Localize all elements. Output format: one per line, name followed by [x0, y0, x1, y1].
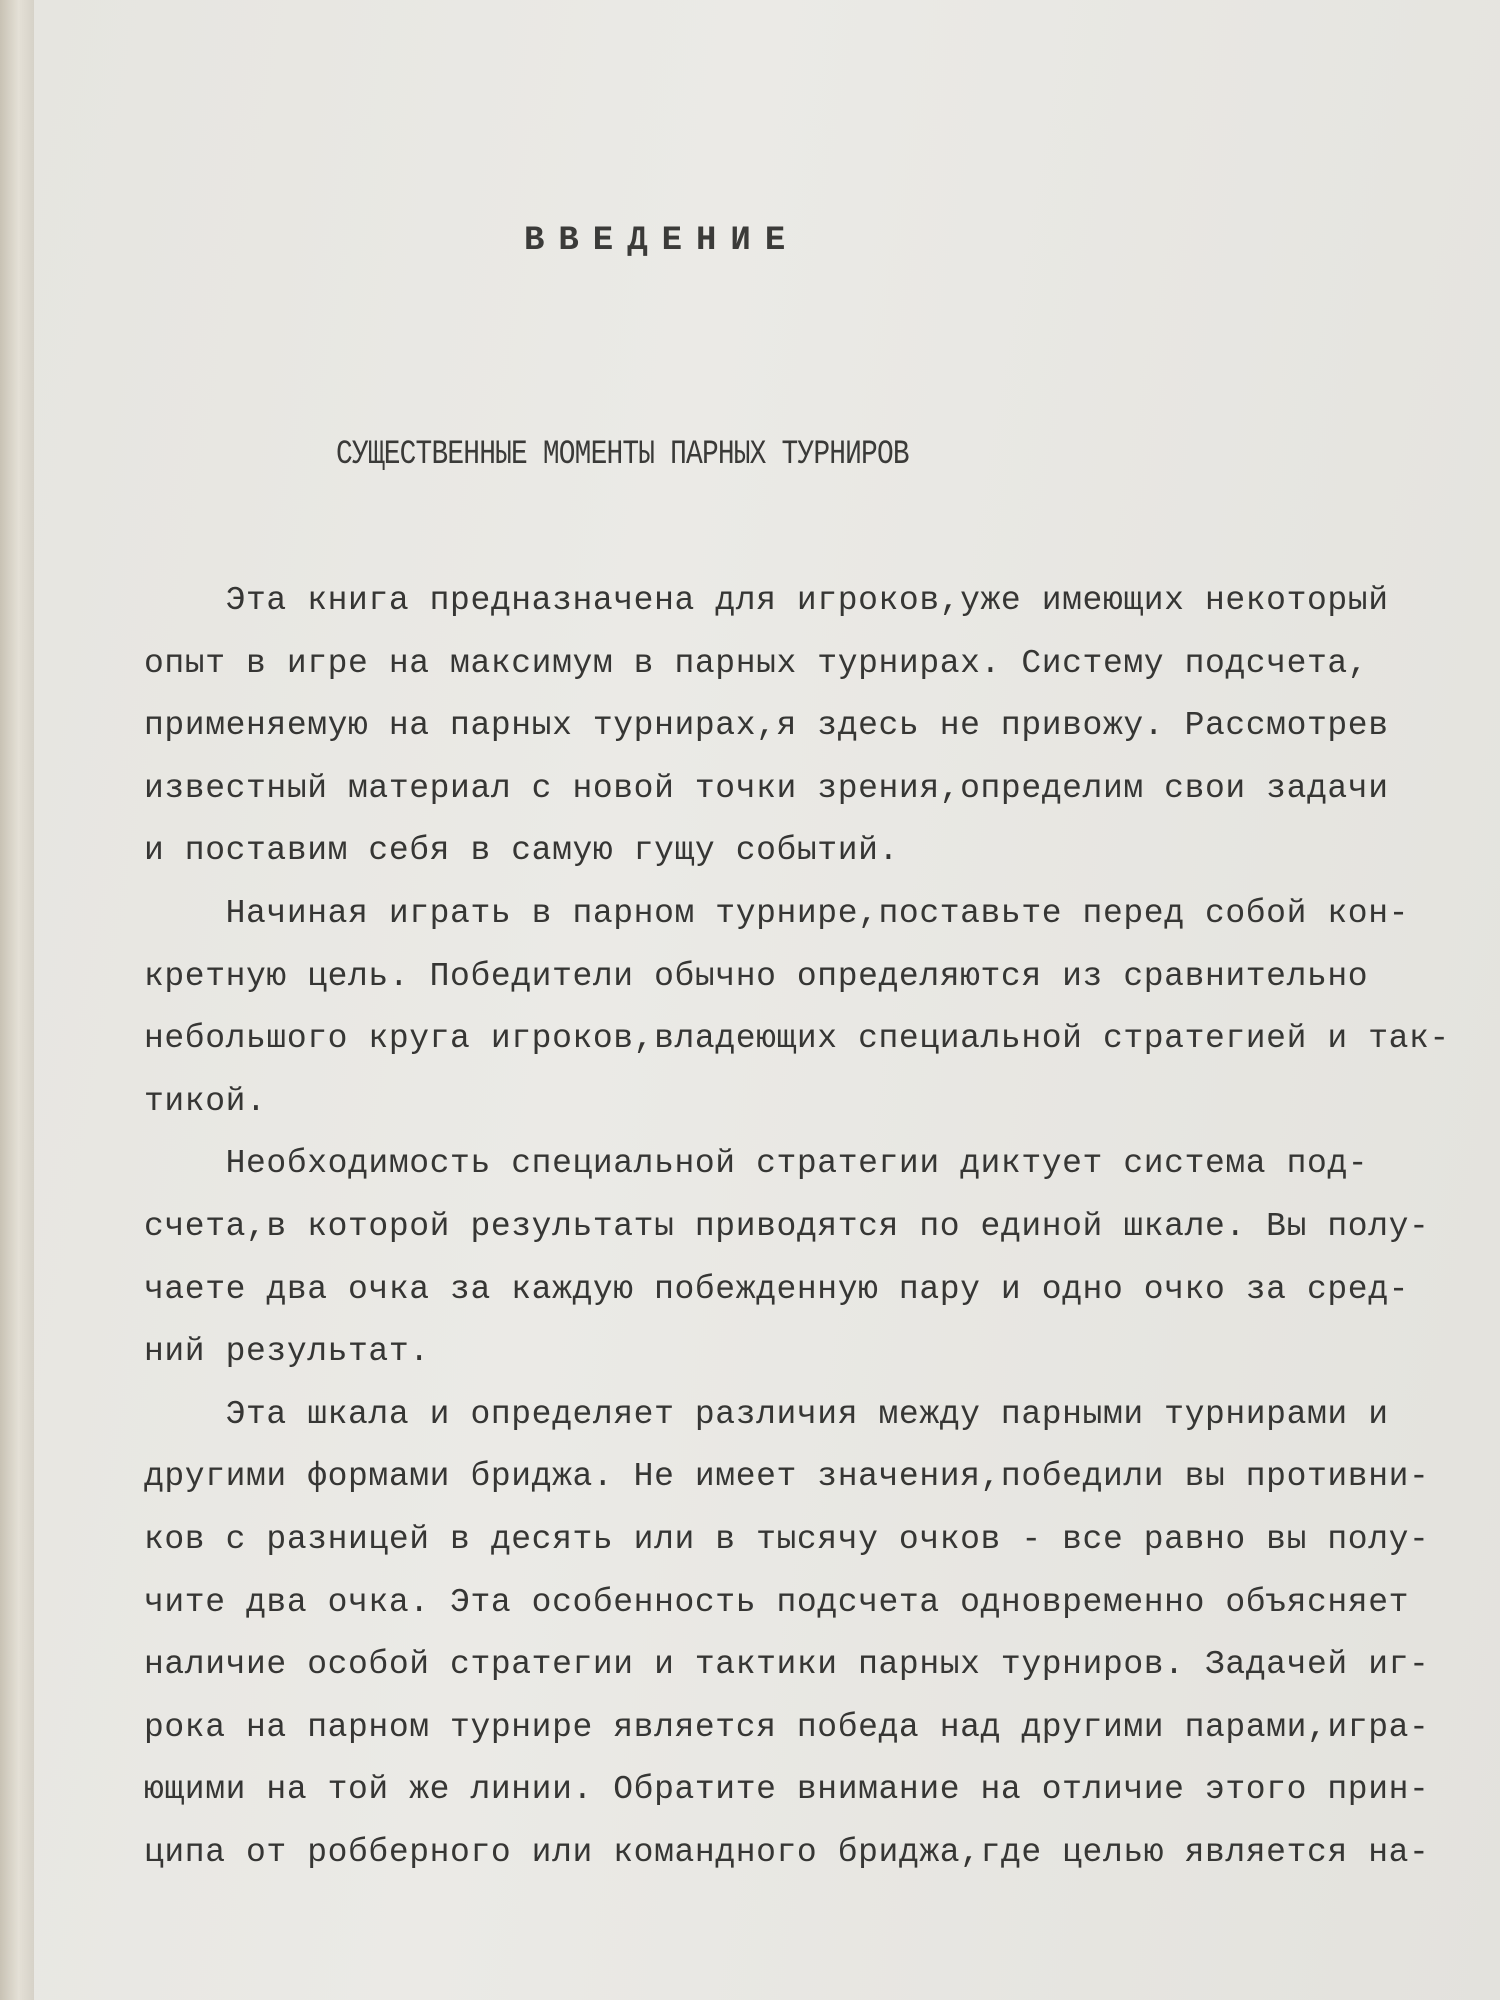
- text-line: применяемую на парных турнирах,я здесь не привожу. Рассмотрев: [144, 707, 1389, 745]
- book-spine-edge: [0, 0, 35, 2000]
- text-line: тикой.: [144, 1082, 267, 1120]
- text-line: и поставим себя в самую гущу событий.: [144, 832, 899, 870]
- body-text: [144, 570, 1450, 1884]
- text-line: Эта книга предназначена для игроков,уже имеющих некоторый: [144, 582, 1389, 619]
- text-line: кретную цель. Победители обычно определяются из сравнительно: [144, 957, 1369, 995]
- text-line: рока на парном турнире является победа над другими парами,игра-: [144, 1708, 1430, 1746]
- text-line: чаете два очка за каждую побежденную пару и одно очко за сред-: [144, 1270, 1409, 1308]
- text-line: Эта шкала и определяет различия между парными турнирами и: [144, 1395, 1389, 1433]
- text-line: наличие особой стратегии и тактики парных турниров. Задачей иг-: [144, 1646, 1430, 1684]
- document-page: [34, 0, 1500, 2000]
- page-title: ВВЕДЕНИЕ: [524, 222, 800, 260]
- text-line: другими формами бриджа. Не имеет значения,победили вы противни-: [144, 1458, 1430, 1496]
- text-line: небольшого круга игроков,владеющих специальной стратегией и так-: [144, 1020, 1450, 1058]
- text-line: ний результат.: [144, 1333, 430, 1371]
- text-line: счета,в которой результаты приводятся по единой шкале. Вы полу-: [144, 1207, 1430, 1245]
- text-line: опыт в игре на максимум в парных турнирах. Систему подсчета,: [144, 644, 1369, 682]
- text-line: ципа от робберного или командного бриджа,где целью является на-: [144, 1833, 1430, 1871]
- text-line: ющими на той же линии. Обратите внимание на отличие этого прин-: [144, 1771, 1430, 1809]
- text-line: ков с разницей в десять или в тысячу очков - все равно вы полу-: [144, 1520, 1430, 1558]
- text-line: Начиная играть в парном турнире,поставьте перед собой кон-: [144, 894, 1409, 932]
- text-line: известный материал с новой точки зрения,определим свои задачи: [144, 769, 1389, 807]
- text-line: чите два очка. Эта особенность подсчета одновременно объясняет: [144, 1583, 1409, 1621]
- section-title: СУЩЕСТВЕННЫЕ МОМЕНТЫ ПАРНЫХ ТУРНИРОВ: [336, 436, 909, 474]
- text-line: Необходимость специальной стратегии диктует система под-: [144, 1145, 1369, 1183]
